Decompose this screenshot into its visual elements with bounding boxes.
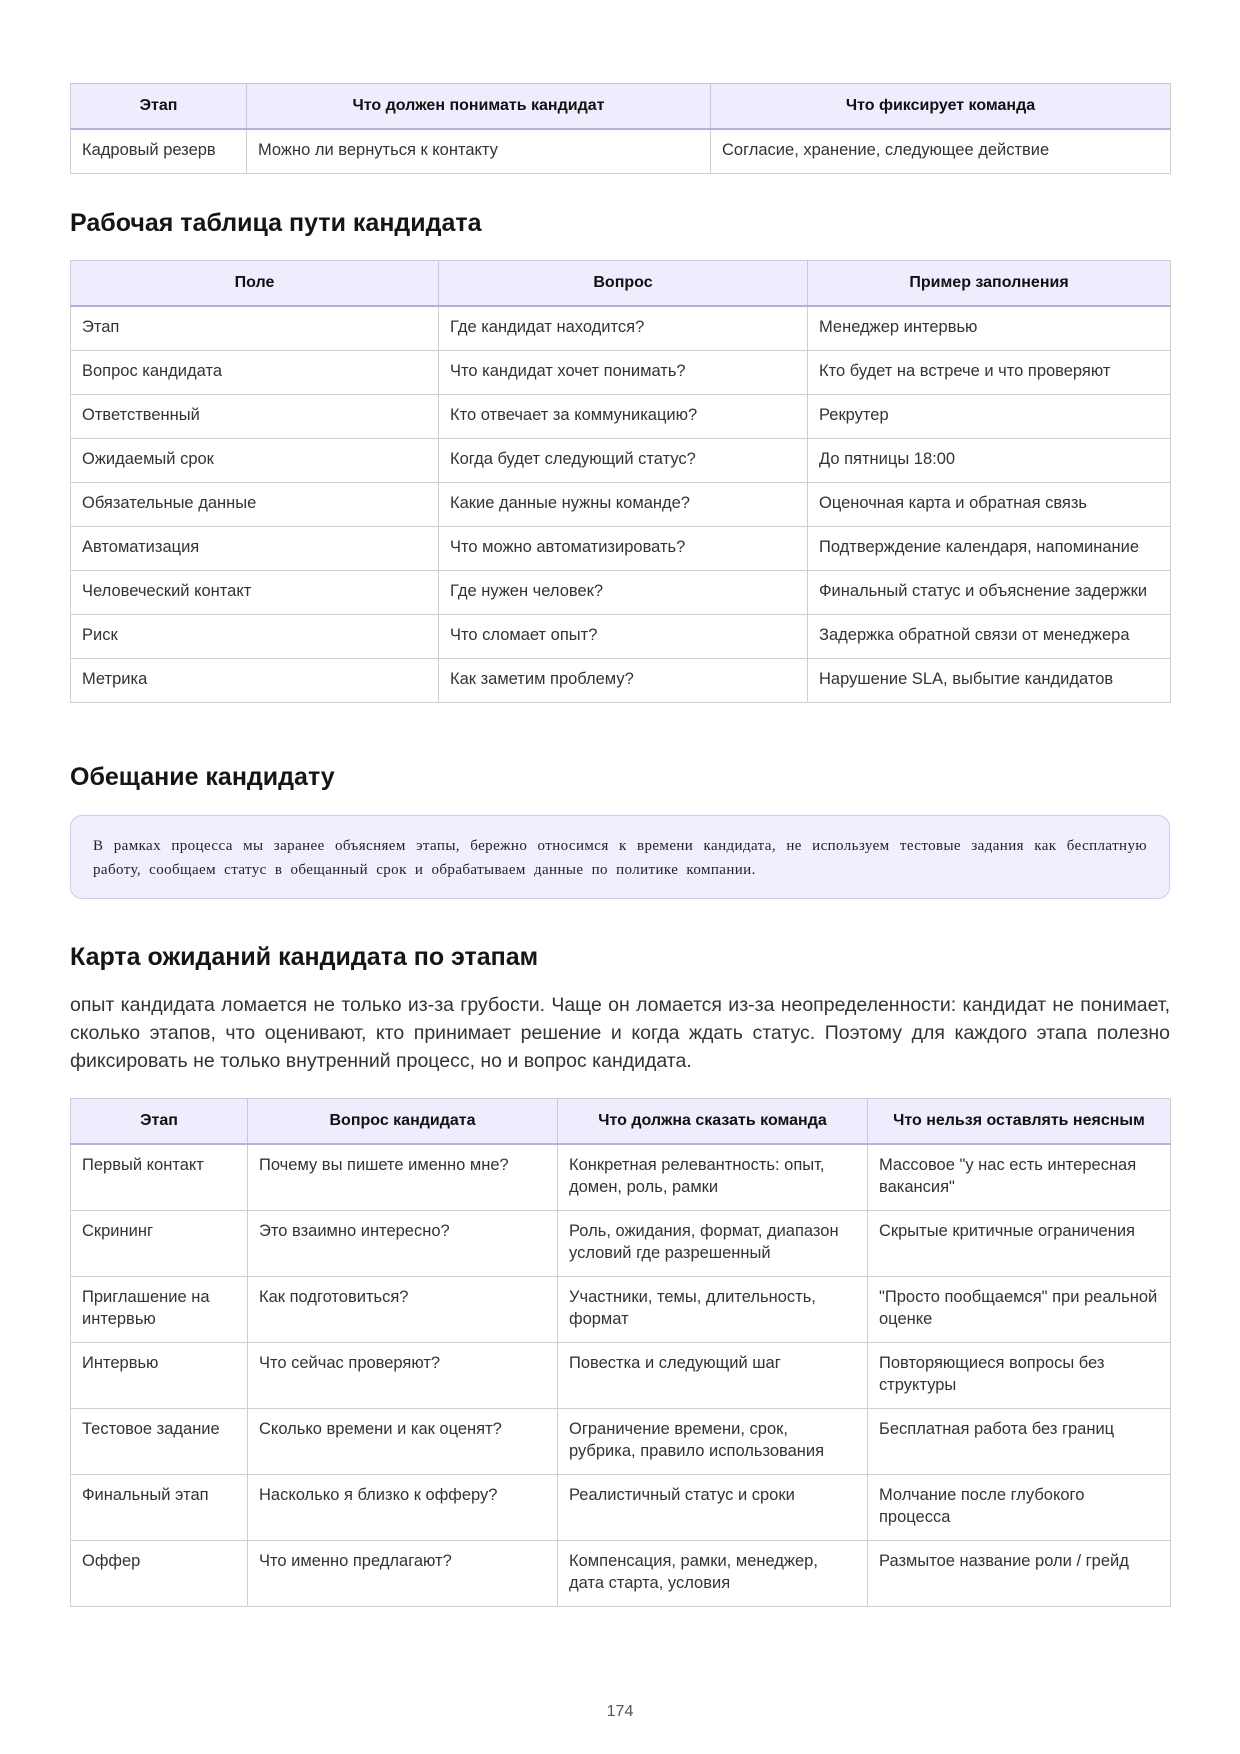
- table-cell: Насколько я близко к офферу?: [248, 1475, 558, 1541]
- table-cell: Можно ли вернуться к контакту: [247, 129, 711, 174]
- table-row: [71, 483, 1171, 527]
- table-cell: Роль, ожидания, формат, диапазон условий где разрешенный: [558, 1211, 868, 1277]
- table-cell: Какие данные нужны команде?: [439, 483, 808, 527]
- table-cell: Это взаимно интересно?: [248, 1211, 558, 1277]
- expectations-table: [70, 1098, 1171, 1607]
- table-cell: Первый контакт: [71, 1144, 248, 1211]
- table-cell: Ожидаемый срок: [71, 439, 439, 483]
- expectations-paragraph: опыт кандидата ломается не только из-за грубости. Чаще он ломается из-за неопределенности: кандидат не понимает, сколько этапов, что оценивают, кто принимает решение и когда ждать статус. Поэтому для каждого этапа полезно фиксировать не только внутренний процесс, но и вопрос кандидата.: [70, 994, 1170, 1072]
- table-cell: Что можно автоматизировать?: [439, 527, 808, 571]
- table-cell: Рекрутер: [808, 395, 1171, 439]
- table-header-row: [71, 1099, 1171, 1145]
- table-cell: Согласие, хранение, следующее действие: [711, 129, 1171, 174]
- table-cell: Кто отвечает за коммуникацию?: [439, 395, 808, 439]
- table-cell: Бесплатная работа без границ: [868, 1409, 1171, 1475]
- table-cell: Обязательные данные: [71, 483, 439, 527]
- table-cell: Массовое "у нас есть интересная вакансия": [868, 1144, 1171, 1211]
- table-cell: Компенсация, рамки, менеджер, дата старта, условия: [558, 1541, 868, 1607]
- table-cell: Автоматизация: [71, 527, 439, 571]
- table-row: [71, 129, 1171, 174]
- journey-section-title: Рабочая таблица пути кандидата: [70, 209, 482, 237]
- table-header-row: [71, 84, 1171, 130]
- table-cell: Что именно предлагают?: [248, 1541, 558, 1607]
- column-header: Вопрос: [439, 261, 808, 307]
- promise-callout: В рамках процесса мы заранее объясняем этапы, бережно относимся к времени кандидата, не используем тестовые задания как бесплатную работу, сообщаем статус в обещанный срок и обрабатываем данные по политике компании.: [70, 815, 1170, 899]
- table-row: [71, 1211, 1171, 1277]
- table-header-row: [71, 261, 1171, 307]
- table-row: [71, 571, 1171, 615]
- column-header: Поле: [71, 261, 439, 307]
- table-cell: Кадровый резерв: [71, 129, 247, 174]
- column-header: Что должна сказать команда: [558, 1099, 868, 1145]
- column-header: Пример заполнения: [808, 261, 1171, 307]
- table-cell: Что сломает опыт?: [439, 615, 808, 659]
- table-cell: Кто будет на встрече и что проверяют: [808, 351, 1171, 395]
- table-cell: Конкретная релевантность: опыт, домен, роль, рамки: [558, 1144, 868, 1211]
- column-header: Этап: [71, 1099, 248, 1145]
- table-row: [71, 306, 1171, 351]
- table-cell: Вопрос кандидата: [71, 351, 439, 395]
- table-cell: Приглашение на интервью: [71, 1277, 248, 1343]
- table-row: [71, 659, 1171, 703]
- table-row: [71, 1277, 1171, 1343]
- table-cell: Подтверждение календаря, напоминание: [808, 527, 1171, 571]
- table-cell: Размытое название роли / грейд: [868, 1541, 1171, 1607]
- table-cell: Реалистичный статус и сроки: [558, 1475, 868, 1541]
- table-cell: Почему вы пишете именно мне?: [248, 1144, 558, 1211]
- column-header: Этап: [71, 84, 247, 130]
- table-cell: "Просто пообщаемся" при реальной оценке: [868, 1277, 1171, 1343]
- table-row: [71, 1343, 1171, 1409]
- table-cell: Когда будет следующий статус?: [439, 439, 808, 483]
- table-cell: Как заметим проблему?: [439, 659, 808, 703]
- table-cell: Что кандидат хочет понимать?: [439, 351, 808, 395]
- table-cell: Метрика: [71, 659, 439, 703]
- table-cell: Финальный статус и объяснение задержки: [808, 571, 1171, 615]
- table-cell: Участники, темы, длительность, формат: [558, 1277, 868, 1343]
- table-cell: Ответственный: [71, 395, 439, 439]
- table-row: [71, 351, 1171, 395]
- column-header: Вопрос кандидата: [248, 1099, 558, 1145]
- table-cell: Финальный этап: [71, 1475, 248, 1541]
- table-cell: Оффер: [71, 1541, 248, 1607]
- table-cell: Скрытые критичные ограничения: [868, 1211, 1171, 1277]
- table-cell: Где нужен человек?: [439, 571, 808, 615]
- table-cell: Тестовое задание: [71, 1409, 248, 1475]
- table-cell: Нарушение SLA, выбытие кандидатов: [808, 659, 1171, 703]
- journey-table: [70, 260, 1171, 703]
- table-row: [71, 1475, 1171, 1541]
- table-cell: Что сейчас проверяют?: [248, 1343, 558, 1409]
- promise-section-title: Обещание кандидату: [70, 763, 335, 791]
- table-cell: Сколько времени и как оценят?: [248, 1409, 558, 1475]
- table-cell: Ограничение времени, срок, рубрика, правило использования: [558, 1409, 868, 1475]
- table-row: [71, 527, 1171, 571]
- reserve-table: [70, 83, 1171, 174]
- table-cell: Этап: [71, 306, 439, 351]
- table-cell: Менеджер интервью: [808, 306, 1171, 351]
- table-row: [71, 395, 1171, 439]
- table-cell: Оценочная карта и обратная связь: [808, 483, 1171, 527]
- table-row: [71, 1541, 1171, 1607]
- table-cell: Как подготовиться?: [248, 1277, 558, 1343]
- expectations-section-title: Карта ожиданий кандидата по этапам: [70, 943, 539, 971]
- table-cell: Задержка обратной связи от менеджера: [808, 615, 1171, 659]
- table-cell: Интервью: [71, 1343, 248, 1409]
- table-cell: Повторяющиеся вопросы без структуры: [868, 1343, 1171, 1409]
- table-cell: Повестка и следующий шаг: [558, 1343, 868, 1409]
- column-header: Что фиксирует команда: [711, 84, 1171, 130]
- page-number: 174: [606, 1703, 634, 1720]
- table-row: [71, 1409, 1171, 1475]
- table-cell: Человеческий контакт: [71, 571, 439, 615]
- table-row: [71, 615, 1171, 659]
- table-cell: Скрининг: [71, 1211, 248, 1277]
- column-header: Что нельзя оставлять неясным: [868, 1099, 1171, 1145]
- table-cell: Молчание после глубокого процесса: [868, 1475, 1171, 1541]
- table-row: [71, 1144, 1171, 1211]
- table-cell: До пятницы 18:00: [808, 439, 1171, 483]
- table-cell: Риск: [71, 615, 439, 659]
- column-header: Что должен понимать кандидат: [247, 84, 711, 130]
- table-cell: Где кандидат находится?: [439, 306, 808, 351]
- table-row: [71, 439, 1171, 483]
